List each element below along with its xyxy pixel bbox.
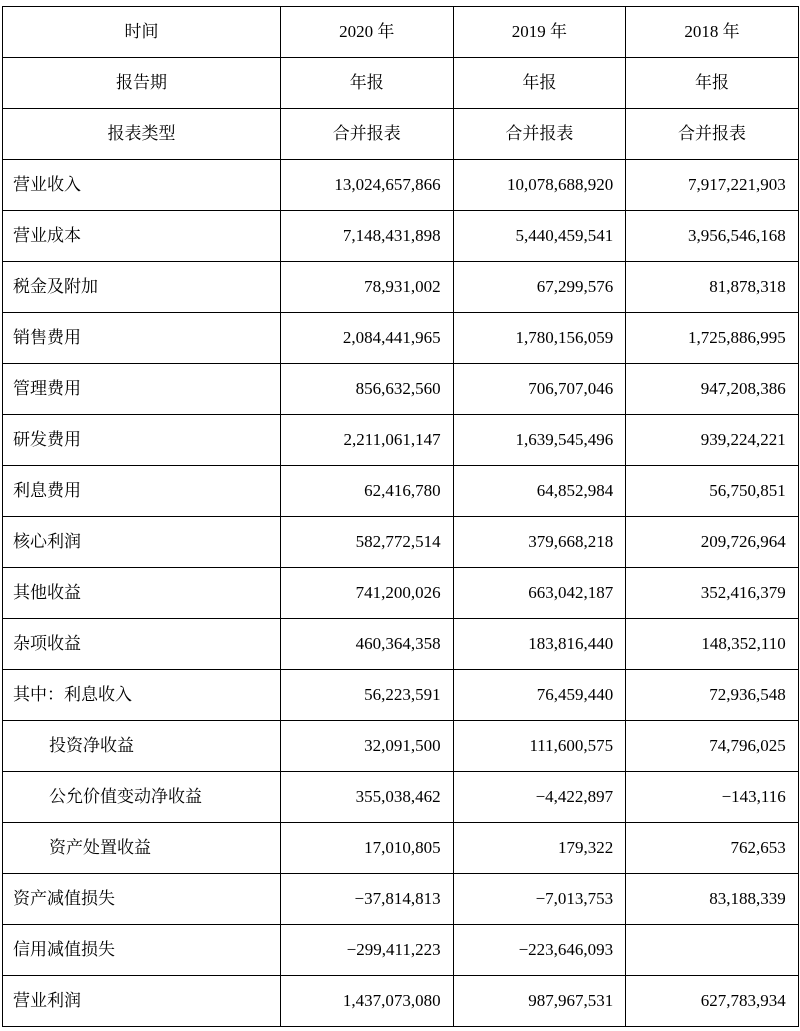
table-row (3, 874, 799, 925)
row-value-2020: −37,814,813 (281, 874, 454, 925)
row-label: 投资净收益 (3, 721, 281, 772)
row-value-2019: 663,042,187 (453, 568, 626, 619)
row-value-2019: 64,852,984 (453, 466, 626, 517)
header-statement-type-2018: 合并报表 (626, 109, 799, 160)
row-label: 杂项收益 (3, 619, 281, 670)
table-row (3, 619, 799, 670)
row-value-2020: 78,931,002 (281, 262, 454, 313)
row-value-2018: 81,878,318 (626, 262, 799, 313)
row-value-2019: 67,299,576 (453, 262, 626, 313)
row-label: 资产减值损失 (3, 874, 281, 925)
table-header-row-report (3, 58, 799, 109)
row-value-2018: 209,726,964 (626, 517, 799, 568)
header-statement-type-2020: 合并报表 (281, 109, 454, 160)
row-value-2020: 62,416,780 (281, 466, 454, 517)
row-value-2019: 183,816,440 (453, 619, 626, 670)
table-row (3, 721, 799, 772)
header-report-2020: 年报 (281, 58, 454, 109)
table-row (3, 925, 799, 976)
row-value-2020: 56,223,591 (281, 670, 454, 721)
row-value-2018: 148,352,110 (626, 619, 799, 670)
row-label: 营业利润 (3, 976, 281, 1027)
header-label-report-period: 报告期 (3, 58, 281, 109)
row-label: 信用减值损失 (3, 925, 281, 976)
financial-statement-table (2, 6, 799, 1027)
row-value-2018: 939,224,221 (626, 415, 799, 466)
row-label: 利息费用 (3, 466, 281, 517)
table-row (3, 466, 799, 517)
row-value-2020: −299,411,223 (281, 925, 454, 976)
row-value-2020: 13,024,657,866 (281, 160, 454, 211)
table-row (3, 415, 799, 466)
table-row (3, 976, 799, 1027)
row-label: 营业成本 (3, 211, 281, 262)
row-value-2020: 7,148,431,898 (281, 211, 454, 262)
table-row (3, 313, 799, 364)
header-year-2018: 2018 年 (626, 7, 799, 58)
row-value-2020: 17,010,805 (281, 823, 454, 874)
row-value-2018: 74,796,025 (626, 721, 799, 772)
row-value-2019: 706,707,046 (453, 364, 626, 415)
table-row (3, 364, 799, 415)
row-value-2019: 179,322 (453, 823, 626, 874)
row-label: 资产处置收益 (3, 823, 281, 874)
row-value-2018: 1,725,886,995 (626, 313, 799, 364)
header-statement-type-2019: 合并报表 (453, 109, 626, 160)
row-value-2020: 32,091,500 (281, 721, 454, 772)
row-value-2020: 582,772,514 (281, 517, 454, 568)
row-label: 其他收益 (3, 568, 281, 619)
row-value-2018: 7,917,221,903 (626, 160, 799, 211)
row-value-2019: 379,668,218 (453, 517, 626, 568)
row-label: 管理费用 (3, 364, 281, 415)
header-report-2019: 年报 (453, 58, 626, 109)
row-value-2020: 1,437,073,080 (281, 976, 454, 1027)
row-label: 销售费用 (3, 313, 281, 364)
row-value-2019: −7,013,753 (453, 874, 626, 925)
table-row (3, 262, 799, 313)
row-value-2018: 762,653 (626, 823, 799, 874)
table-row (3, 823, 799, 874)
row-value-2018: 352,416,379 (626, 568, 799, 619)
row-value-2018: 3,956,546,168 (626, 211, 799, 262)
row-label: 公允价值变动净收益 (3, 772, 281, 823)
row-label: 营业收入 (3, 160, 281, 211)
row-value-2020: 741,200,026 (281, 568, 454, 619)
row-label: 核心利润 (3, 517, 281, 568)
row-value-2020: 355,038,462 (281, 772, 454, 823)
row-value-2019: 5,440,459,541 (453, 211, 626, 262)
header-label-time: 时间 (3, 7, 281, 58)
header-year-2020: 2020 年 (281, 7, 454, 58)
row-value-2020: 2,211,061,147 (281, 415, 454, 466)
header-label-statement-type: 报表类型 (3, 109, 281, 160)
row-value-2018: 947,208,386 (626, 364, 799, 415)
row-value-2020: 460,364,358 (281, 619, 454, 670)
row-value-2018: 56,750,851 (626, 466, 799, 517)
row-value-2019: −4,422,897 (453, 772, 626, 823)
table-row (3, 211, 799, 262)
table-body (3, 7, 799, 1027)
row-value-2019: 111,600,575 (453, 721, 626, 772)
row-label: 研发费用 (3, 415, 281, 466)
row-value-2018: 627,783,934 (626, 976, 799, 1027)
row-label: 税金及附加 (3, 262, 281, 313)
table-row (3, 772, 799, 823)
row-value-2019: 1,639,545,496 (453, 415, 626, 466)
table-header-row-period (3, 7, 799, 58)
row-value-2018: −143,116 (626, 772, 799, 823)
row-value-2019: −223,646,093 (453, 925, 626, 976)
table-row (3, 670, 799, 721)
row-label: 其中：利息收入 (3, 670, 281, 721)
row-value-2019: 76,459,440 (453, 670, 626, 721)
header-report-2018: 年报 (626, 58, 799, 109)
row-value-2019: 987,967,531 (453, 976, 626, 1027)
table-row (3, 568, 799, 619)
row-value-2019: 10,078,688,920 (453, 160, 626, 211)
row-value-2020: 856,632,560 (281, 364, 454, 415)
row-value-2018: 83,188,339 (626, 874, 799, 925)
table-row (3, 517, 799, 568)
table-header-row-statement-type (3, 109, 799, 160)
table-row (3, 160, 799, 211)
row-value-2018 (626, 925, 799, 976)
row-value-2018: 72,936,548 (626, 670, 799, 721)
row-value-2019: 1,780,156,059 (453, 313, 626, 364)
header-year-2019: 2019 年 (453, 7, 626, 58)
row-value-2020: 2,084,441,965 (281, 313, 454, 364)
